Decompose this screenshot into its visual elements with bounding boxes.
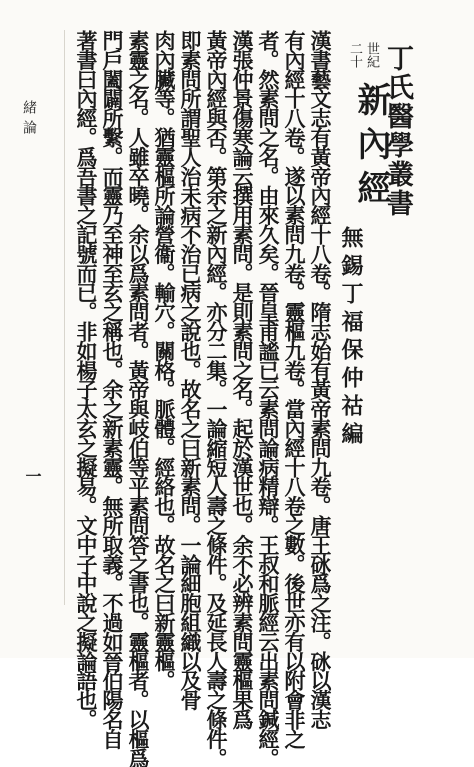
- body-column: 肉內臟等。猶靈樞所論營衞。輸穴。關格。脈體。經絡也。故名之曰新靈樞。: [152, 30, 177, 690]
- body-column: 門戶闔闢所繫。而靈乃至神至玄之稱也。余之新素靈。無所取義。不過如晉伯陽名自: [100, 30, 125, 748]
- body-column: 有內經十八卷。遂以素問九卷。靈樞九卷。當內經十八卷之數。後世亦有以附會非之: [282, 30, 307, 748]
- body-column: 素靈之名。人雖卒曉。余以爲素問者。黃帝與岐伯等平素問答之書也。靈樞者。以樞爲: [126, 30, 151, 767]
- body-column: 者。然素問之名。由來久矣。晉皇甫謐已云素問論病精辯。王叔和脈經云出素問鍼經。: [256, 30, 281, 767]
- section-label: 緒論: [21, 100, 37, 140]
- chapter-label-line-2: 世紀: [364, 42, 379, 68]
- page-number: 一: [23, 468, 42, 484]
- body-column: 漢書藝文志有黃帝內經十八卷。隋志始有黃帝素問九卷。唐王砯爲之注。砯以漢志: [308, 30, 333, 729]
- body-column: 漢張仲景傷寒論云撰用素問。是則素問之名。起於漢世也。余不必辨素問靈樞果爲: [230, 30, 255, 729]
- body-column: 著書曰內經。爲吾書之記號而已。非如楊子太玄之擬易。文中子中說之擬論語也。: [74, 30, 99, 729]
- margin-rule: [64, 30, 65, 605]
- main-title: 新內經: [351, 82, 391, 214]
- body-column: 即素問所謂聖人治未病不治已病之說也。故名之曰新素問。一論細胞組織以及骨: [178, 30, 203, 710]
- chapter-label-line-1: 二十: [347, 42, 362, 68]
- body-column: 黃帝內經與否。第余之新內經。亦分二集。一論縮短人壽之條件。及延長人壽之條件。: [204, 30, 229, 767]
- series-title: 丁氏醫學叢書: [382, 44, 413, 218]
- editor-credit: 無錫丁福保仲祜編: [338, 226, 364, 450]
